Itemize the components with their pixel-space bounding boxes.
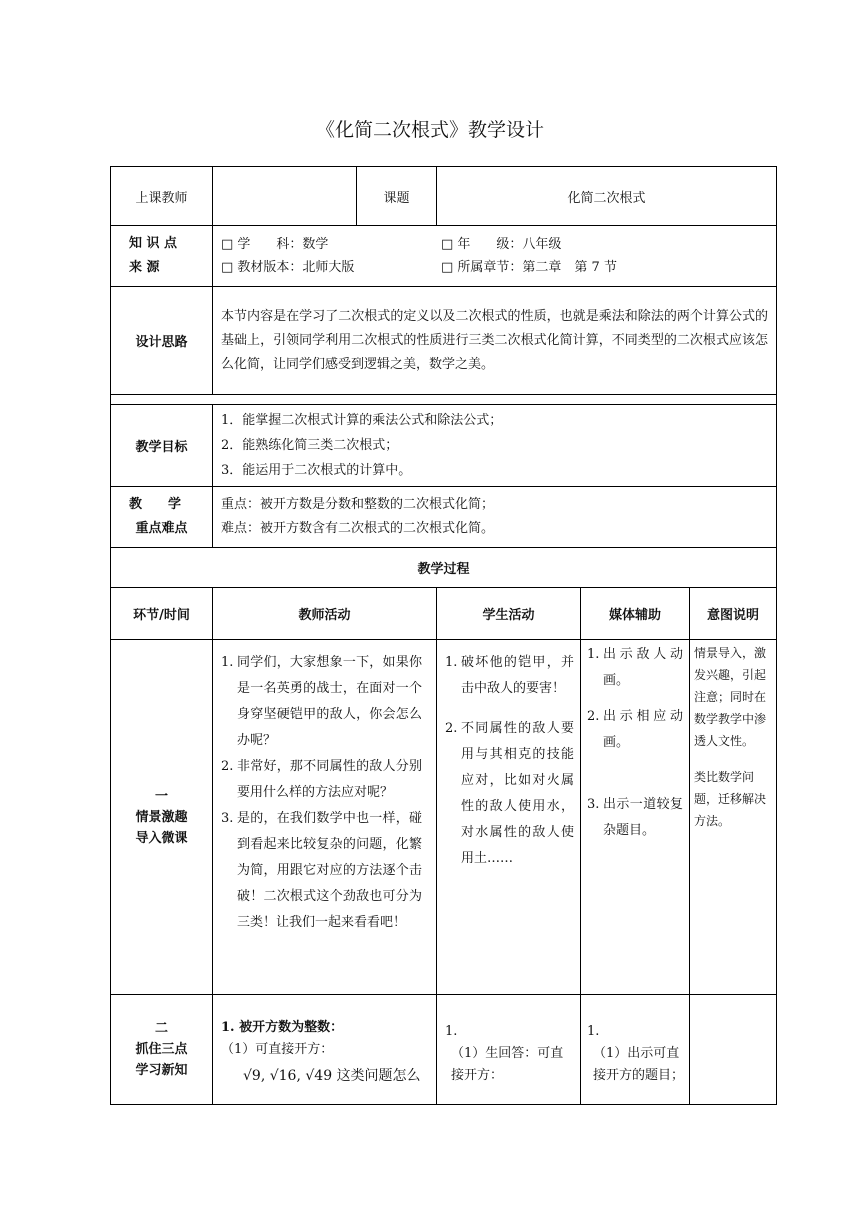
stage1-intent xyxy=(690,640,777,995)
stage2-row xyxy=(111,995,777,1105)
stage1-name-line1: 情景激趣 xyxy=(135,809,188,825)
item-num: 2. xyxy=(221,759,234,774)
item-text: 不同属性的敌人要用与其相克的技能应对，比如对火属性的敌人使用水，对水属性的敌人使用土…… xyxy=(461,721,574,866)
knowledge-label-line2: 来 源 xyxy=(129,260,160,275)
list-item xyxy=(445,650,574,702)
process-header-row xyxy=(111,588,777,640)
goal-item: 3．能运用于二次根式的计算中。 xyxy=(221,463,412,478)
teacher-value xyxy=(213,167,357,226)
process-title-row xyxy=(111,548,777,588)
header-student: 学生活动 xyxy=(437,588,581,640)
header-media: 媒体辅助 xyxy=(581,588,690,640)
lesson-plan-table xyxy=(110,166,777,1105)
stage1-label xyxy=(111,640,213,995)
list-item xyxy=(587,792,683,844)
list-item xyxy=(445,716,574,872)
stage1-teacher xyxy=(213,640,437,995)
spacer-cell xyxy=(111,395,777,405)
keypoints-row xyxy=(111,487,777,548)
list-item xyxy=(587,704,683,756)
goal-item: 1．能掌握二次根式计算的乘法公式和除法公式； xyxy=(221,413,503,428)
item-num: 3. xyxy=(587,797,600,812)
stage2-teacher-tail: 这类问题怎么 xyxy=(336,1068,421,1084)
chapter-field: □ 所属章节：第二章 第 7 节 xyxy=(441,260,617,275)
knowledge-label-line1: 知 识 点 xyxy=(129,236,178,251)
header-intent: 意图说明 xyxy=(690,588,777,640)
design-row xyxy=(111,287,777,395)
teacher-label: 上课教师 xyxy=(111,167,213,226)
item-text: 非常好，那不同属性的敌人分别要用什么样的方法应对呢？ xyxy=(237,759,422,800)
header-stage: 环节/时间 xyxy=(111,588,213,640)
stage2-teacher xyxy=(213,995,437,1105)
knowledge-source-row xyxy=(111,226,777,287)
goals-label: 教学目标 xyxy=(111,405,213,487)
list-item xyxy=(221,650,422,754)
subject-field: □ 学 科：数学 xyxy=(221,237,329,252)
keypoints-label-line1: 教 学 xyxy=(129,497,182,512)
stage2-label xyxy=(111,995,213,1105)
keypoints-label xyxy=(111,487,213,548)
key-point: 重点：被开方数是分数和整数的二次根式化简； xyxy=(221,497,495,512)
item-text: 出示一道较复杂题目。 xyxy=(603,797,683,838)
design-text: 本节内容是在学习了二次根式的定义以及二次根式的性质，也就是乘法和除法的两个计算公式的基础上，引领同学利用二次根式的性质进行三类二次根式化简计算，不同类型的二次根式应该怎么化简，让同学们感受到逻辑之美，数学之美。 xyxy=(221,308,769,372)
spacer-row xyxy=(111,395,777,405)
goals-row xyxy=(111,405,777,487)
stage2-num: 二 xyxy=(154,1021,168,1036)
keypoints-label-line2: 重点难点 xyxy=(135,521,188,536)
stage2-media xyxy=(581,995,690,1105)
item-text: 同学们，大家想象一下，如果你是一名英勇的战士，在面对一个身穿坚硬铠甲的敌人，你会怎么办呢？ xyxy=(237,655,422,748)
process-title: 教学过程 xyxy=(111,548,777,588)
intent-text-1: 情景导入，激发兴趣，引起注意；同时在数学教学中渗透人文性。 xyxy=(694,646,767,748)
topic-label: 课题 xyxy=(357,167,437,226)
stage2-teacher-sub: （1）可直接开方： xyxy=(221,1042,334,1057)
design-cell xyxy=(213,287,777,395)
list-item xyxy=(221,806,422,936)
edition-field: □ 教材版本：北师大版 xyxy=(221,260,355,275)
stage2-student-text: （1）生回答：可直接开方： xyxy=(451,1046,564,1083)
item-num: 2. xyxy=(587,709,600,724)
item-num: 2. xyxy=(445,721,458,736)
stage1-name-line2: 导入微课 xyxy=(135,830,188,846)
stage1-media xyxy=(581,640,690,995)
topic-value: 化简二次根式 xyxy=(437,167,777,226)
stage2-media-num: 1. xyxy=(587,1024,600,1039)
stage1-student xyxy=(437,640,581,995)
item-text: 出示相应动画。 xyxy=(603,709,683,750)
item-text: 是的，在我们数学中也一样，碰到看起来比较复杂的问题，化繁为简，用跟它对应的方法逐个击破！二次根式这个劲敌也可分为三类！让我们一起来看看吧！ xyxy=(237,811,422,930)
goal-item: 2．能熟练化简三类二次根式； xyxy=(221,438,399,453)
stage2-teacher-math-line xyxy=(221,1061,428,1091)
stage2-teacher-head: 1. 被开方数为整数： xyxy=(221,1020,344,1035)
item-num: 1. xyxy=(221,655,234,670)
item-num: 1. xyxy=(587,647,600,662)
stage1-row xyxy=(111,640,777,995)
item-text: 出示敌人动画。 xyxy=(603,647,683,688)
item-num: 3. xyxy=(221,811,234,826)
design-label: 设计思路 xyxy=(111,287,213,395)
list-item xyxy=(587,642,683,694)
stage1-num: 一 xyxy=(154,788,168,804)
stage2-media-text: （1）出示可直接开方的题目； xyxy=(593,1046,685,1083)
stage2-name-line1: 抓住三点 xyxy=(135,1042,188,1057)
goals-cell xyxy=(213,405,777,487)
stage2-student-num: 1. xyxy=(445,1024,458,1039)
list-item xyxy=(221,754,422,806)
item-num: 1. xyxy=(445,655,458,670)
item-text: 破坏他的铠甲，并击中敌人的要害！ xyxy=(461,655,574,696)
knowledge-source-content xyxy=(213,226,777,287)
difficulty-point: 难点：被开方数含有二次根式的二次根式化简。 xyxy=(221,521,495,536)
stage2-intent xyxy=(690,995,777,1105)
sqrt-expression: √9, √16, √49 xyxy=(243,1068,333,1084)
stage2-student xyxy=(437,995,581,1105)
keypoints-cell xyxy=(213,487,777,548)
stage2-name-line2: 学习新知 xyxy=(135,1063,188,1078)
teacher-topic-row xyxy=(111,167,777,226)
page-title: 《化简二次根式》教学设计 xyxy=(315,119,544,141)
knowledge-source-label xyxy=(111,226,213,287)
grade-field: □ 年 级：八年级 xyxy=(441,237,562,252)
intent-text-2: 类比数学问题，迁移解决方法。 xyxy=(694,770,767,828)
header-teacher: 教师活动 xyxy=(213,588,437,640)
